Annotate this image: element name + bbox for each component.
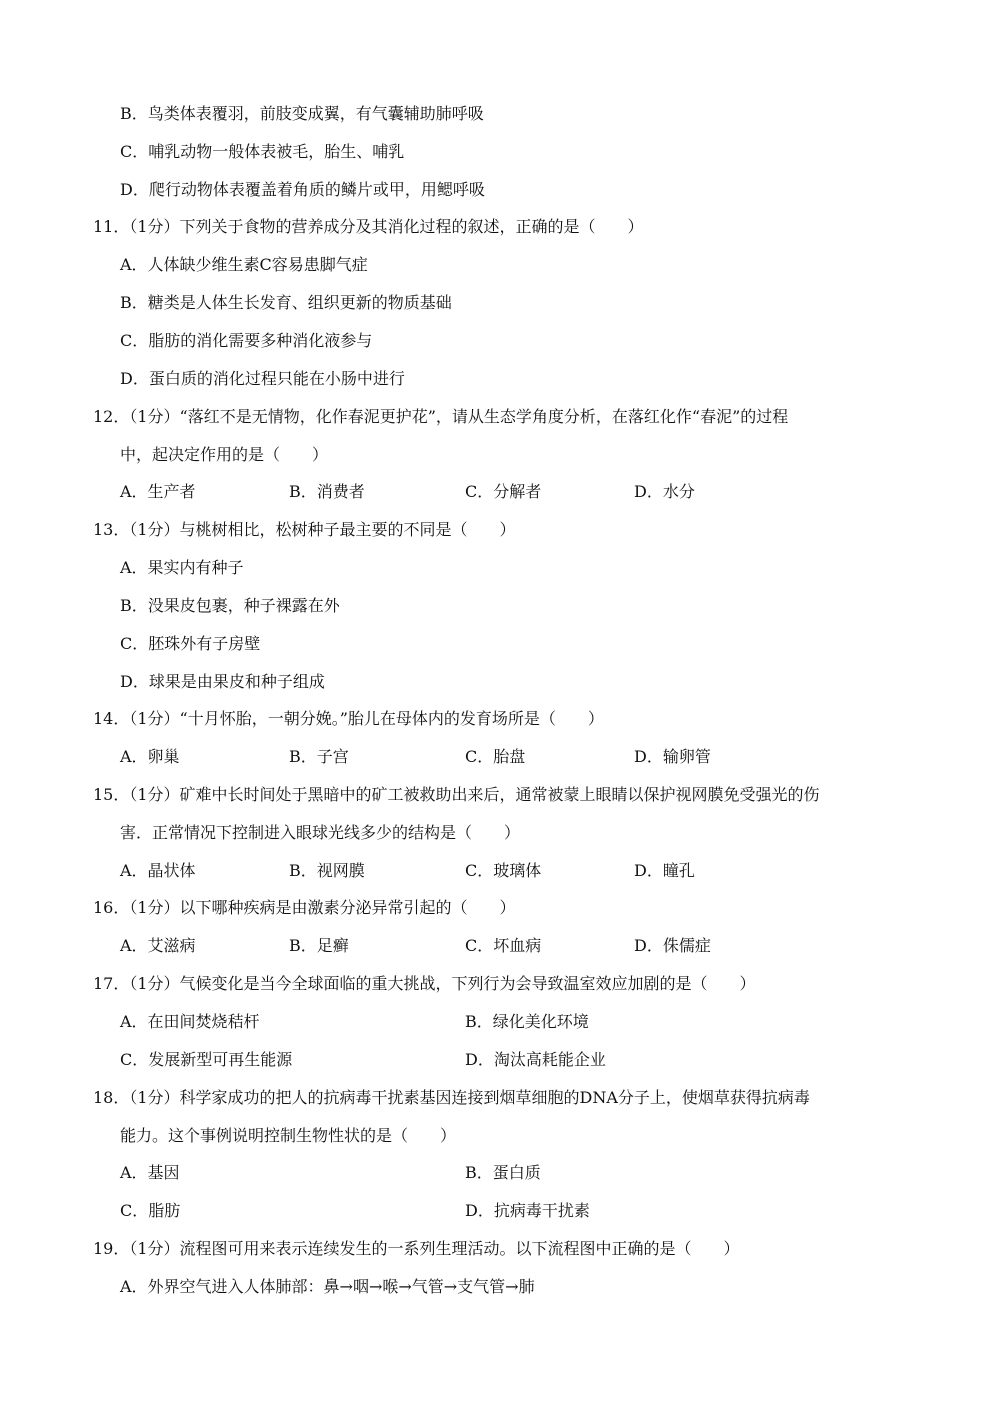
q17-stem: 17．（1分）气候变化是当今全球面临的重大挑战，下列行为会导致温室效应加剧的是（ ） <box>93 974 756 993</box>
q10-option-d: D．爬行动物体表覆盖着角质的鳞片或甲，用鳃呼吸 <box>120 180 485 199</box>
q16-option-d: D．侏儒症 <box>634 936 711 955</box>
q15-option-c: C．玻璃体 <box>465 861 542 880</box>
q11-option-b: B．糖类是人体生长发育、组织更新的物质基础 <box>120 293 452 312</box>
q14-option-d: D．输卵管 <box>634 747 711 766</box>
q13-option-c: C．胚珠外有子房壁 <box>120 634 261 653</box>
q15-option-d: D．瞳孔 <box>634 861 695 880</box>
q18-option-a: A．基因 <box>120 1163 180 1182</box>
q17-option-c: C．发展新型可再生能源 <box>120 1050 293 1069</box>
q11-option-a: A．人体缺少维生素C容易患脚气症 <box>120 255 368 274</box>
q16-option-a: A．艾滋病 <box>120 936 196 955</box>
q17-option-a: A．在田间焚烧秸杆 <box>120 1012 260 1031</box>
q12-option-d: D．水分 <box>634 482 695 501</box>
q13-option-b: B．没果皮包裹，种子裸露在外 <box>120 596 340 615</box>
q15-option-b: B．视网膜 <box>289 861 365 880</box>
q18-stem: 18．（1分）科学家成功的把人的抗病毒干扰素基因连接到烟草细胞的DNA分子上，使烟草获得抗病毒 <box>93 1088 810 1107</box>
q12-option-b: B．消费者 <box>289 482 365 501</box>
q14-option-c: C．胎盘 <box>465 747 526 766</box>
q11-stem: 11．（1分）下列关于食物的营养成分及其消化过程的叙述，正确的是（ ） <box>93 217 644 236</box>
q13-option-a: A．果实内有种子 <box>120 558 244 577</box>
q17-option-b: B．绿化美化环境 <box>465 1012 589 1031</box>
q12-option-a: A．生产者 <box>120 482 196 501</box>
q14-stem: 14．（1分）“十月怀胎，一朝分娩。”胎儿在母体内的发育场所是（ ） <box>93 709 604 728</box>
q10-option-b: B．鸟类体表覆羽，前肢变成翼，有气囊辅助肺呼吸 <box>120 104 484 123</box>
q11-option-c: C．脂肪的消化需要多种消化液参与 <box>120 331 373 350</box>
q12-stem-continued: 中，起决定作用的是（ ） <box>120 445 329 464</box>
q19-stem: 19．（1分）流程图可用来表示连续发生的一系列生理活动。以下流程图中正确的是（ ） <box>93 1239 740 1258</box>
q18-option-b: B．蛋白质 <box>465 1163 541 1182</box>
q15-stem: 15．（1分）矿难中长时间处于黑暗中的矿工被救助出来后，通常被蒙上眼睛以保护视网膜免受强光的伤 <box>93 785 820 804</box>
q18-option-c: C．脂肪 <box>120 1201 181 1220</box>
q10-option-c: C．哺乳动物一般体表被毛，胎生、哺乳 <box>120 142 405 161</box>
q19-option-a: A．外界空气进入人体肺部：鼻→咽→喉→气管→支气管→肺 <box>120 1277 535 1296</box>
q14-option-a: A．卵巢 <box>120 747 180 766</box>
q13-option-d: D．球果是由果皮和种子组成 <box>120 672 325 691</box>
q12-option-c: C．分解者 <box>465 482 542 501</box>
q16-option-c: C．坏血病 <box>465 936 542 955</box>
q11-option-d: D．蛋白质的消化过程只能在小肠中进行 <box>120 369 405 388</box>
q17-option-d: D．淘汰高耗能企业 <box>465 1050 606 1069</box>
q14-option-b: B．子宫 <box>289 747 349 766</box>
q15-option-a: A．晶状体 <box>120 861 196 880</box>
q16-stem: 16．（1分）以下哪种疾病是由激素分泌异常引起的（ ） <box>93 898 516 917</box>
q15-stem-continued: 害．正常情况下控制进入眼球光线多少的结构是（ ） <box>120 823 521 842</box>
q13-stem: 13．（1分）与桃树相比，松树种子最主要的不同是（ ） <box>93 520 516 539</box>
q16-option-b: B．足癣 <box>289 936 349 955</box>
q12-stem: 12．（1分）“落红不是无情物，化作春泥更护花”，请从生态学角度分析，在落红化作“春泥”的过程 <box>93 407 789 426</box>
q18-stem-continued: 能力。这个事例说明控制生物性状的是（ ） <box>120 1126 457 1145</box>
q18-option-d: D．抗病毒干扰素 <box>465 1201 590 1220</box>
